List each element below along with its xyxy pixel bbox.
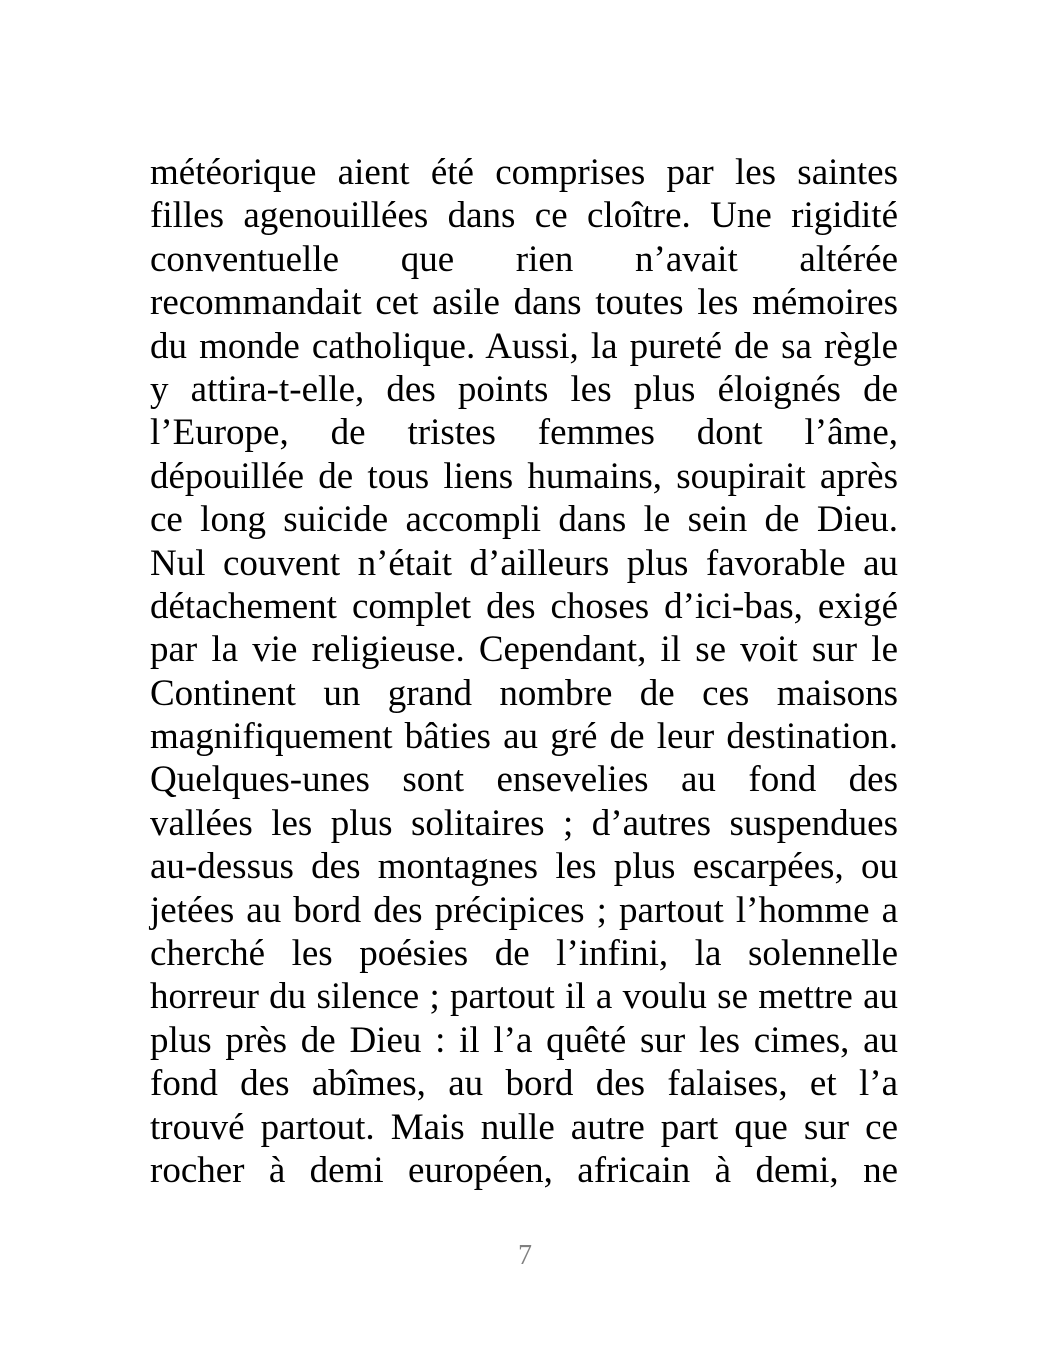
text-line: jetées au bord des précipices ; partout l’homme a (150, 889, 898, 931)
text-line: par la vie religieuse. Cependant, il se voit sur le (150, 629, 898, 671)
text-line: vallées les plus solitaires ; d’autres suspendues (150, 802, 898, 844)
text-line: cherché les poésies de l’infini, la solennelle (150, 933, 898, 975)
text-line: conventuelle que rien n’avait altérée (150, 238, 898, 280)
text-line: Continent un grand nombre de ces maisons (150, 672, 898, 714)
text-line: plus près de Dieu : il l’a quêté sur les cimes, au (150, 1019, 898, 1061)
text-line: ce long suicide accompli dans le sein de Dieu. (150, 499, 898, 541)
text-line: magnifiquement bâties au gré de leur destination. (150, 716, 898, 758)
text-line: Nul couvent n’était d’ailleurs plus favorable au (150, 542, 898, 584)
page-number: 7 (518, 1240, 532, 1271)
text-line: dépouillée de tous liens humains, soupirait après (150, 455, 898, 497)
text-line: fond des abîmes, au bord des falaises, et l’a (150, 1063, 898, 1105)
text-line: météorique aient été comprises par les saintes (150, 152, 898, 193)
text-line: du monde catholique. Aussi, la pureté de sa règle (150, 325, 898, 367)
text-line: recommandait cet asile dans toutes les mémoires (150, 282, 898, 324)
text-line: y attira-t-elle, des points les plus éloignés de (150, 368, 898, 410)
body-text (150, 151, 898, 1192)
text-line: détachement complet des choses d’ici-bas, exigé (150, 585, 898, 627)
text-line: rocher à demi européen, africain à demi, ne (150, 1149, 898, 1191)
text-line: trouvé partout. Mais nulle autre part que sur ce (150, 1106, 898, 1148)
text-line: au-dessus des montagnes les plus escarpées, ou (150, 846, 898, 888)
text-line: l’Europe, de tristes femmes dont l’âme, (150, 412, 898, 454)
text-line: filles agenouillées dans ce cloître. Une rigidité (150, 195, 898, 237)
text-line: Quelques-unes sont ensevelies au fond des (150, 759, 898, 801)
text-line: horreur du silence ; partout il a voulu se mettre au (150, 976, 898, 1018)
